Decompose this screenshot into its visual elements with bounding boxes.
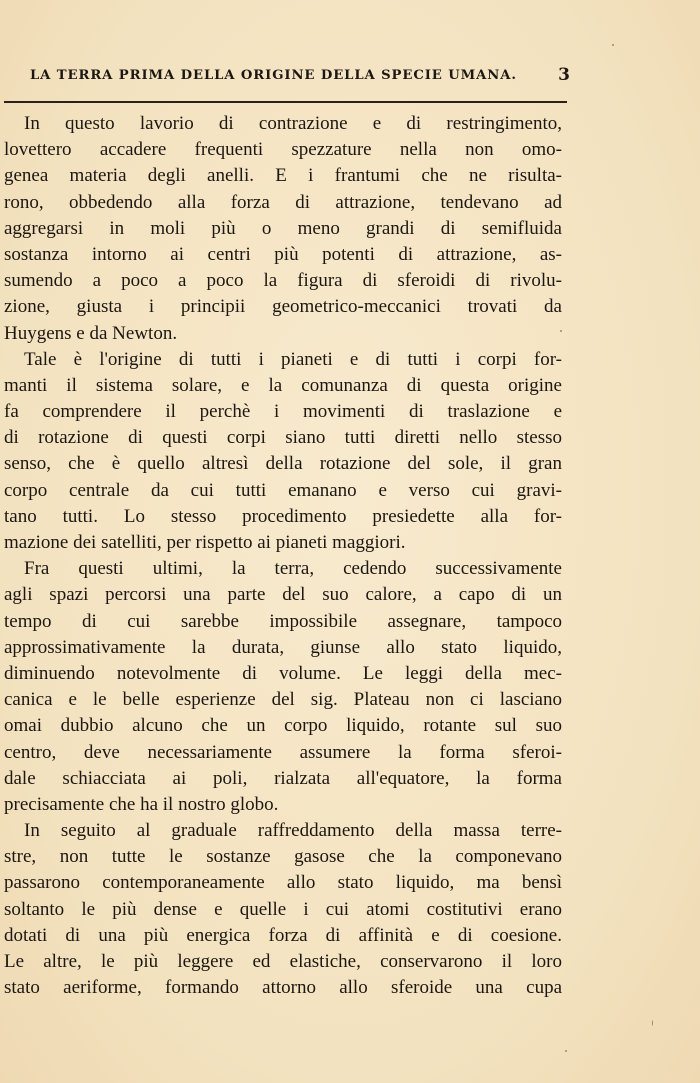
text-line: zione, giusta i principii geometrico-meccanici trovati da — [4, 296, 562, 318]
page-number: 3 — [558, 65, 570, 85]
text-line: diminuendo notevolmente di volume. Le leggi della mec- — [4, 662, 562, 684]
text-line: di rotazione di questi corpi siano tutti diretti nello stesso — [4, 427, 562, 449]
paper-speck — [612, 44, 614, 46]
text-line: In questo lavorio di contrazione e di restringimento, — [24, 113, 562, 134]
text-line: passarono contemporaneamente allo stato liquido, ma bensì — [4, 872, 562, 894]
paper-speck — [652, 1020, 653, 1026]
text-line: sumendo a poco a poco la figura di sferoidi di rivolu- — [4, 270, 562, 292]
body-text — [4, 111, 562, 1001]
text-line: soltanto le più dense e quelle i cui atomi costitutivi erano — [4, 898, 562, 920]
text-line: Huygens e da Newton. — [4, 322, 178, 344]
text-line: Le altre, le più leggere ed elastiche, conservarono il loro — [4, 951, 562, 972]
paper-speck — [560, 330, 562, 332]
text-line: approssimativamente la durata, giunse allo stato liquido, — [4, 636, 562, 658]
running-head — [4, 62, 570, 88]
text-line: aggregarsi in moli più o meno grandi di semifluida — [4, 217, 562, 239]
text-line: stato aeriforme, formando attorno allo sferoide una cupa — [4, 977, 562, 999]
text-line: senso, che è quello altresì della rotazione del sole, il gran — [4, 453, 562, 475]
text-line: lovettero accadere frequenti spezzature nella non omo- — [4, 139, 562, 161]
paper-speck — [565, 1050, 567, 1052]
text-line: corpo centrale da cui tutti emanano e verso cui gravi- — [4, 479, 562, 501]
text-line: tempo di cui sarebbe impossibile assegnare, tampoco — [4, 610, 562, 632]
text-line: centro, deve necessariamente assumere la forma sferoi- — [4, 741, 562, 763]
text-line: Fra questi ultimi, la terra, cedendo successivamente — [24, 558, 562, 580]
text-line: omai dubbio alcuno che un corpo liquido, rotante sul suo — [4, 715, 562, 737]
text-line: sostanza intorno ai centri più potenti di attrazione, as- — [4, 243, 562, 265]
text-line: fa comprendere il perchè i movimenti di traslazione e — [4, 401, 562, 423]
text-line: mazione dei satelliti, per rispetto ai pianeti maggiori. — [4, 532, 406, 553]
text-line: Tale è l'origine di tutti i pianeti e di tutti i corpi for- — [24, 348, 562, 370]
text-line: manti il sistema solare, e la comunanza di questa origine — [4, 374, 562, 396]
text-line: precisamente che ha il nostro globo. — [4, 793, 279, 815]
text-line: tano tutti. Lo stesso procedimento presiedette alla for- — [4, 505, 562, 527]
text-line: agli spazi percorsi una parte del suo calore, a capo di un — [4, 584, 562, 606]
text-line: rono, obbedendo alla forza di attrazione, tendevano ad — [4, 191, 562, 213]
text-line: canica e le belle esperienze del sig. Plateau non ci lasciano — [4, 689, 562, 711]
text-line: dotati di una più energica forza di affinità e di coesione. — [4, 924, 562, 946]
text-line: stre, non tutte le sostanze gasose che la componevano — [4, 846, 562, 868]
text-line: genea materia degli anelli. E i frantumi che ne risulta- — [4, 165, 562, 187]
header-rule — [4, 101, 567, 103]
running-title: LA TERRA PRIMA DELLA ORIGINE DELLA SPECIE UMANA. — [30, 67, 517, 83]
text-line: In seguito al graduale raffreddamento della massa terre- — [24, 820, 562, 842]
text-line: dale schiacciata ai poli, rialzata all'equatore, la forma — [4, 767, 562, 789]
